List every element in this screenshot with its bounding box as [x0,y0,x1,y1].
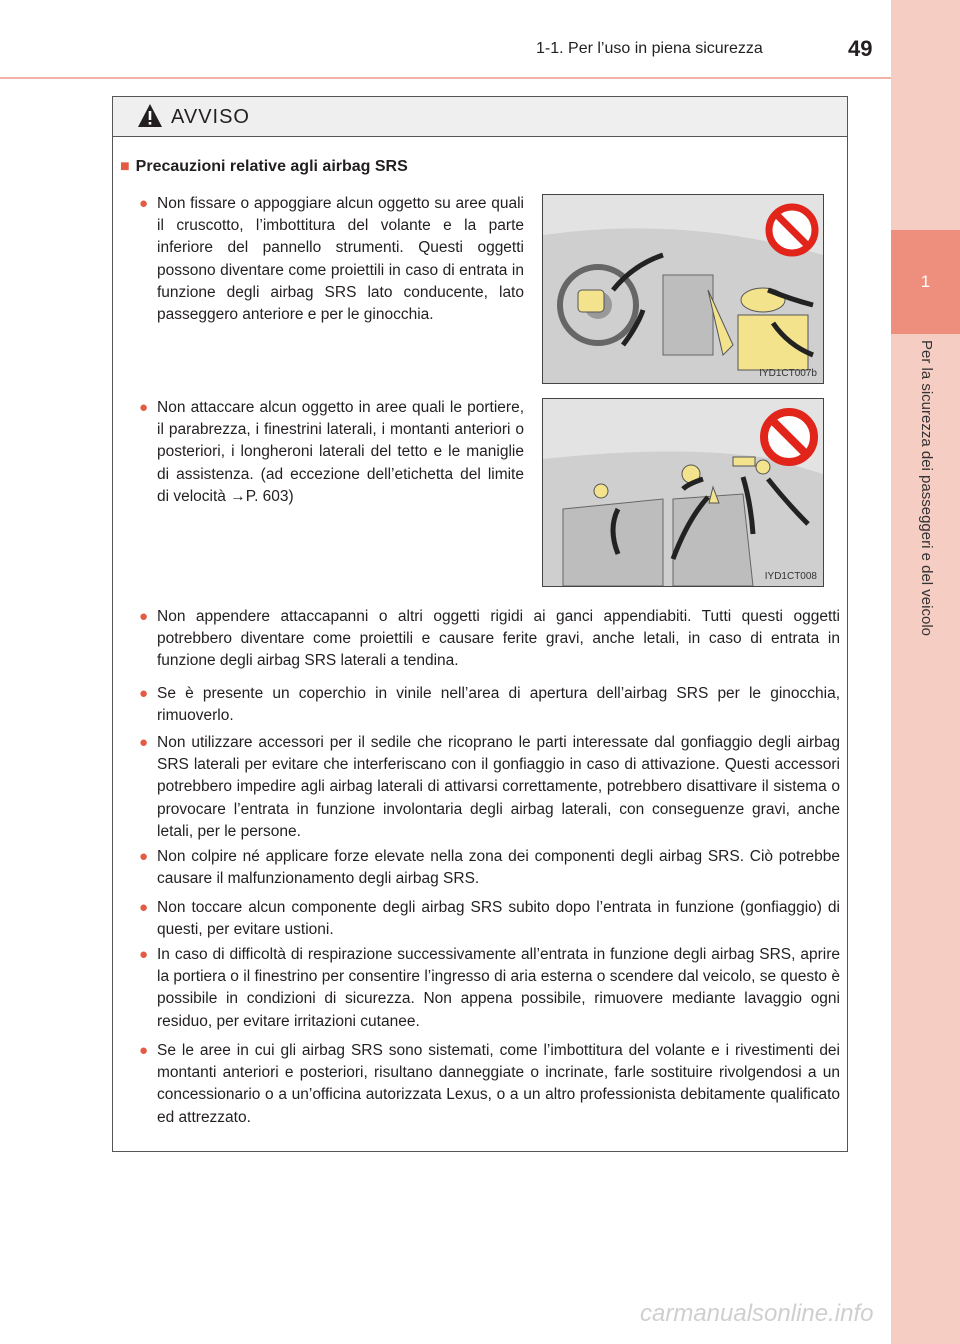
warning-bullet: ● Se le aree in cui gli airbag SRS sono sistemati, come l’imbottitura del volante e i rivestimenti dei montanti anteriori e posteriori, risultano danneggiate o incrinate, farle sostituire rivolgendosi a un concessionario o a un’officina autorizzata Lexus, o a un altro professionista debitamente qualificato ed attrezzato. [139,1042,840,1126]
warning-bullet: ● Non toccare alcun componente degli airbag SRS subito dopo l’entrata in funzione (gonfiaggio) di questi, per evitare ustioni. [139,899,840,939]
page-number: 49 [848,36,873,61]
warning-header [113,97,847,137]
warning-bullet: ● Non fissare o appoggiare alcun oggetto su aree quali il cruscotto, l’imbottitura del volante e la parte inferiore del pannello strumenti. Questi oggetti possono diventare come proiettili in caso di entrata in funzione degli airbag SRS lato conducente, lato passeggero anteriore e per le ginocchia. [139,195,524,324]
figure-interior [542,398,824,587]
warning-title: AVVISO [171,106,250,128]
warning-bullet: ● Non colpire né applicare forze elevate nella zona dei componenti degli airbag SRS. Ciò potrebbe causare il malfunzionamento degli airbag SRS. [139,848,840,888]
prohibited-icon [765,203,819,257]
bullet-dot-icon: ● [139,195,149,212]
warning-bullet: ● Non attaccare alcun oggetto in aree quali le portiere, il parabrezza, i finestrini laterali, i montanti anteriori o posteriori, i longheroni laterali del tetto e le maniglie di assistenza. (ad eccezione dell’etichetta del limite di velocità →P. 603) [139,399,524,505]
section-header: 1-1. Per l’uso in piena sicurezza [536,40,763,57]
warning-bullet: ● Se è presente un coperchio in vinile nell’area di apertura dell’airbag SRS per le ginocchia, rimuoverlo. [139,685,840,725]
bullet-dot-icon: ● [139,946,149,963]
bullet-dot-icon: ● [139,734,149,751]
prohibited-icon [759,407,819,467]
bullet-dot-icon: ● [139,685,149,702]
warning-bullet: ● In caso di difficoltà di respirazione successivamente all’entrata in funzione degli airbag SRS, aprire la portiera o il finestrino per consentire l’ingresso di aria esterna o scendere dal veicolo, se questo è possibile in condizioni di sicurezza. Non appena possibile, rimuovere mediante lavaggio ogni residuo, per evitare irritazioni cutanee. [139,946,840,1030]
bullet-dot-icon: ● [139,1042,149,1059]
figure-code: IYD1CT008 [764,571,817,582]
figure-code: IYD1CT007b [759,368,817,379]
bullet-dot-icon: ● [139,608,149,625]
section-title: ■ Precauzioni relative agli airbag SRS [120,158,408,175]
bullet-dot-icon: ● [139,848,149,865]
watermark: carmanualsonline.info [640,1300,874,1327]
chapter-title: Per la sicurezza dei passeggeri e del veicolo [918,340,935,636]
bullet-dot-icon: ● [139,399,149,416]
figure-dashboard [542,194,824,384]
warning-bullet: ● Non appendere attaccapanni o altri oggetti rigidi ai ganci appendiabiti. Tutti questi oggetti potrebbero diventare come proiettili e causare ferite gravi, anche letali, in caso di entrata in funzione degli airbag SRS laterali a tendina. [139,608,840,670]
warning-triangle-icon [137,103,163,129]
chapter-number: 1 [891,230,960,334]
warning-bullet: ● Non utilizzare accessori per il sedile che ricoprano le parti interessate dal gonfiaggio degli airbag SRS laterali per evitare che interferiscano con il gonfiaggio in caso di attivazione. Questi accessori potrebbero impedire agli airbag laterali di attivarsi correttamente, potrebbero disattivare il sistema o provocare l’entrata in funzione involontaria degli airbag laterali, con conseguenze gravi, anche letali, per le persone. [139,734,840,840]
bullet-dot-icon: ● [139,899,149,916]
header-rule [0,77,891,79]
square-bullet-icon: ■ [120,158,130,175]
